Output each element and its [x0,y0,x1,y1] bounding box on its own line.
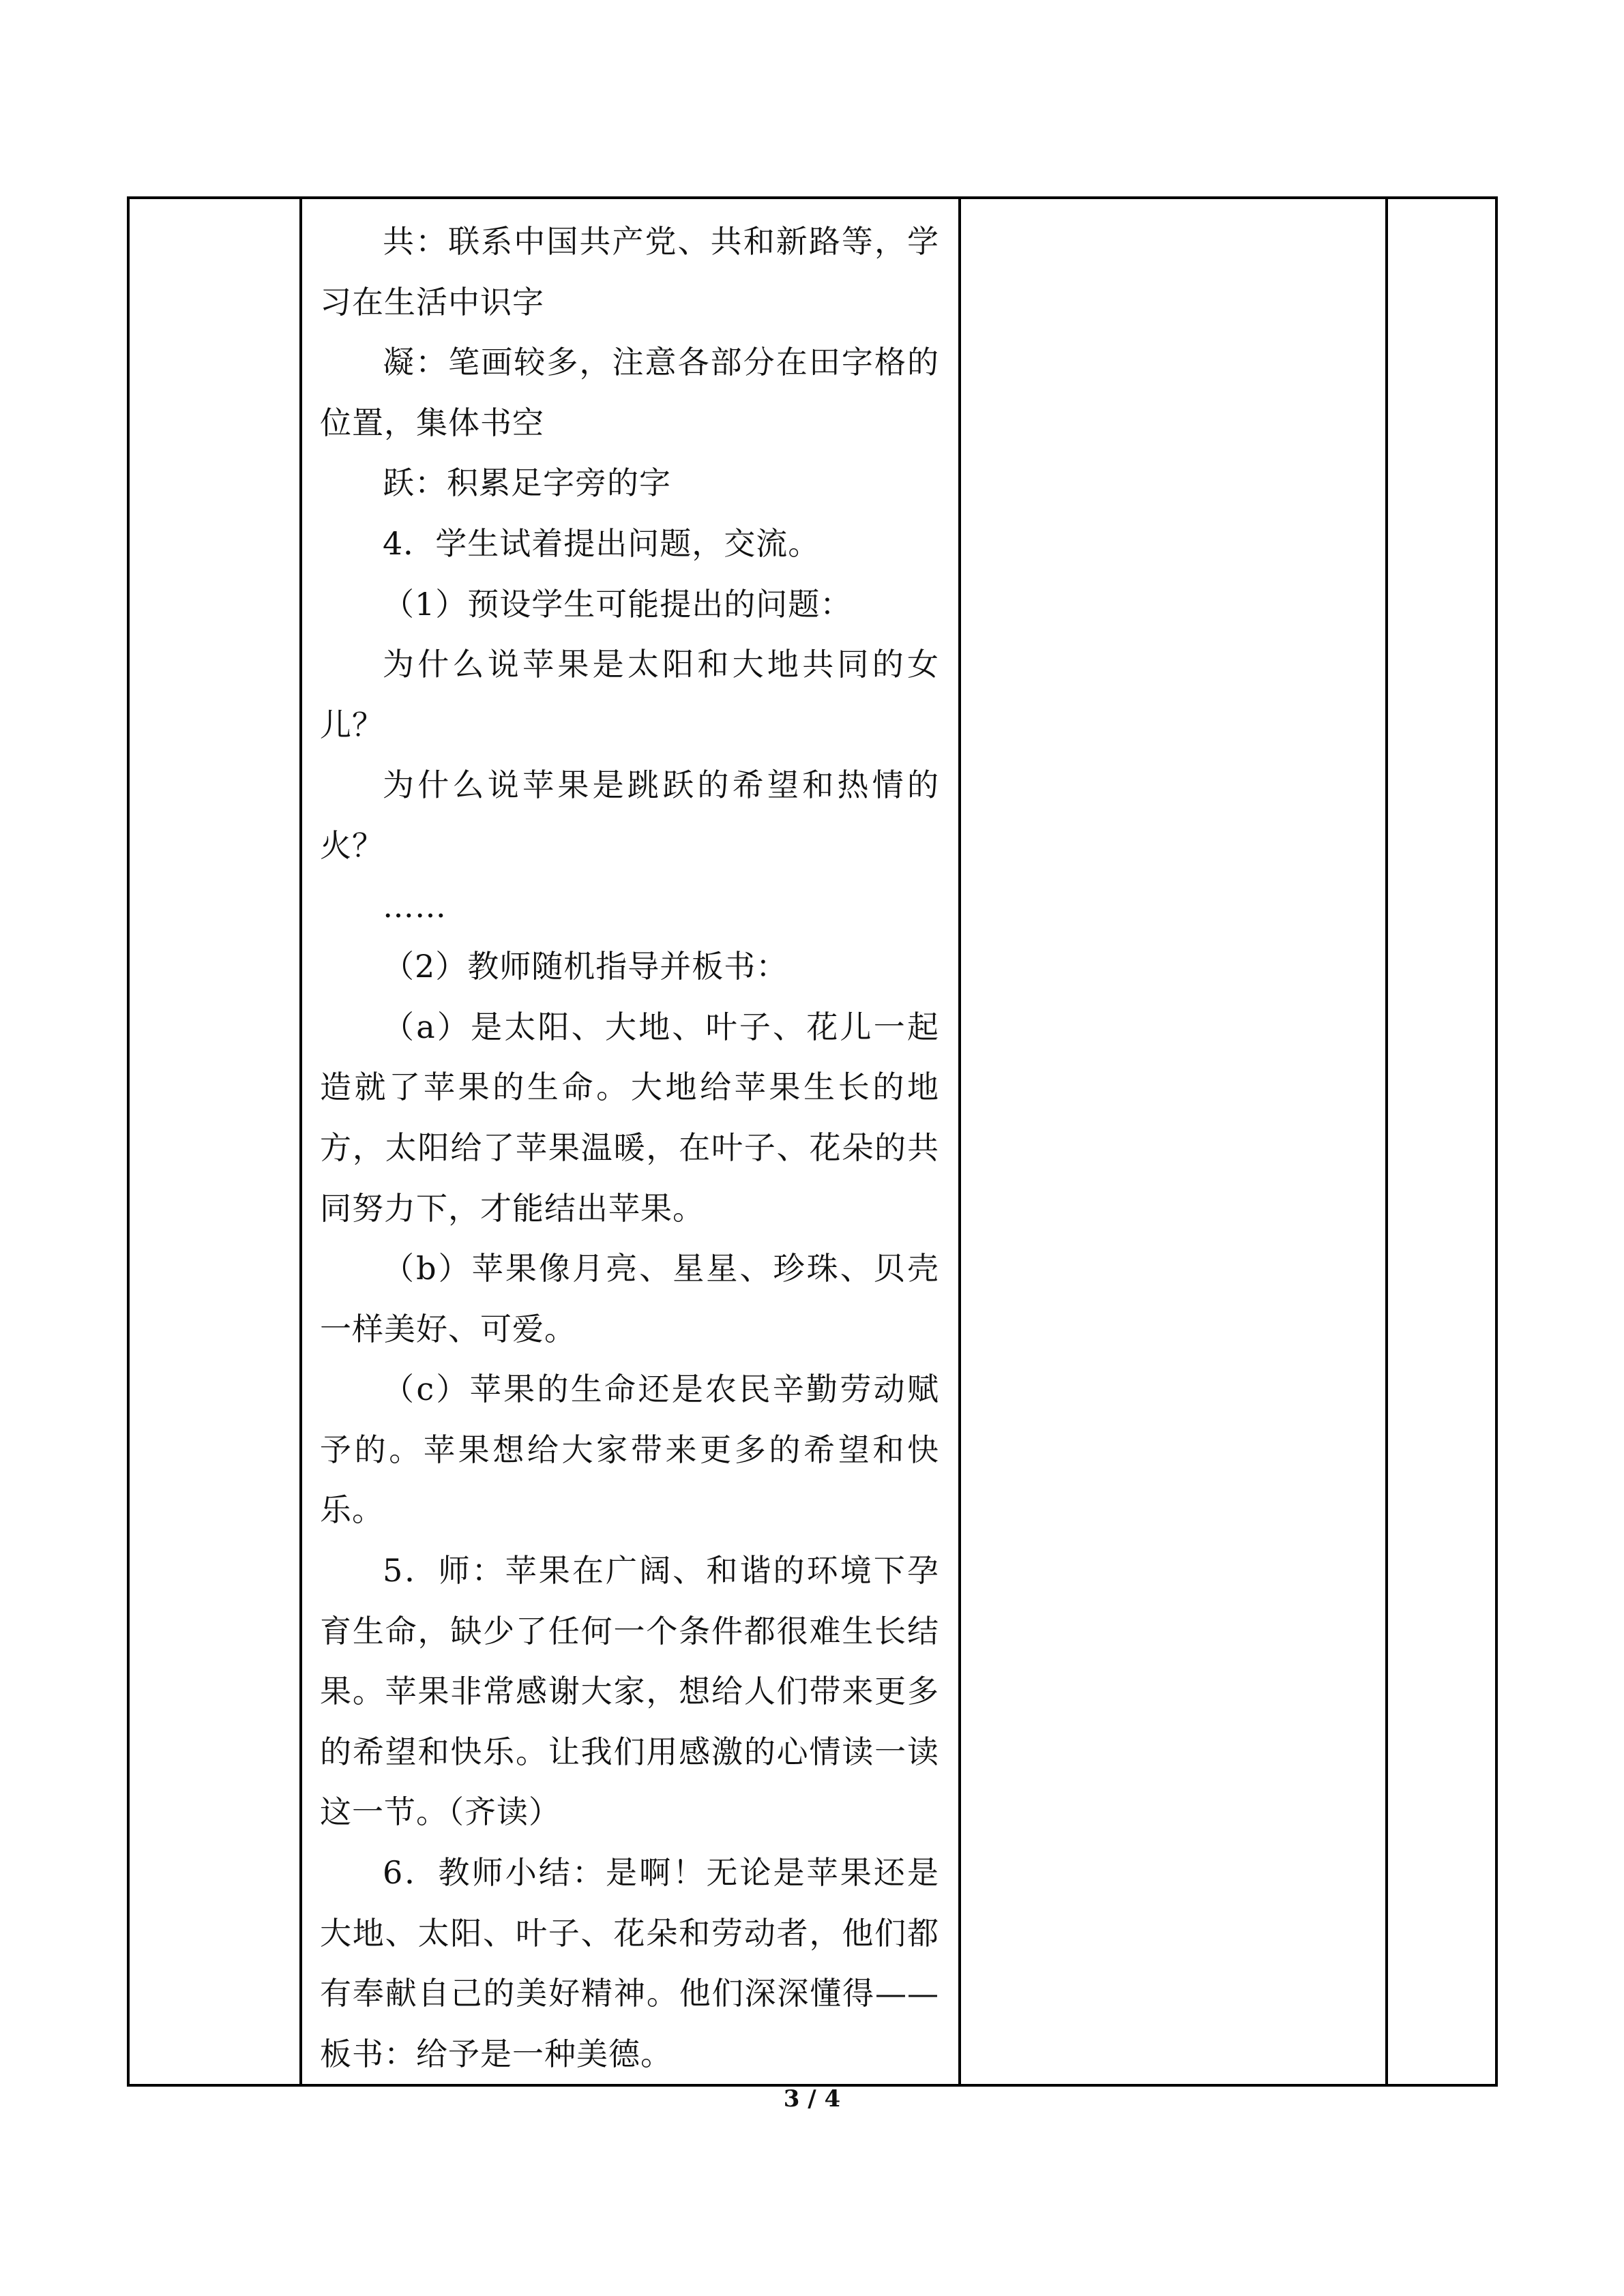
paragraph-ellipsis: …… [383,887,447,925]
paragraph-yue-character: 跃：积累足字旁的字 [383,464,671,502]
paragraph-question-1: 为什么说苹果是太阳和大地共同的女儿？ [320,646,939,743]
paragraph-point-a: （a）是太阳、大地、叶子、花儿一起造就了苹果的生命。大地给苹果生长的地方，太阳给了苹果温暖，在叶子、花朵的共同努力下，才能结出苹果。 [320,1008,939,1227]
left-column-cell [128,198,301,2085]
table-row [128,198,1496,2085]
teaching-process-cell [301,198,960,2085]
page-number: 3 / 4 [783,2085,841,2113]
paragraph-point-b: （b）苹果像月亮、星星、珍珠、贝壳一样美好、可爱。 [320,1250,939,1347]
paragraph-step-6: 6．教师小结：是啊！无论是苹果还是大地、太阳、叶子、花朵和劳动者，他们都有奉献自己的美好精神。他们深深懂得——板书：给予是一种美德。 [320,1854,939,2072]
paragraph-point-c: （c）苹果的生命还是农民辛勤劳动赋予的。苹果想给大家带来更多的希望和快乐。 [320,1371,939,1529]
lesson-plan-table [127,196,1498,2087]
paragraph-board-guidance: （2）教师随机指导并板书： [383,948,788,985]
paragraph-step-5: 5．师：苹果在广阔、和谐的环境下孕育生命，缺少了任何一个条件都很难生长结果。苹果非常感谢大家，想给人们带来更多的希望和快乐。让我们用感激的心情读一读这一节。（齐读） [320,1552,939,1831]
paragraph-ning-character: 凝：笔画较多，注意各部分在田字格的位置，集体书空 [320,344,939,441]
right-column-cell [1387,198,1496,2085]
paragraph-question-2: 为什么说苹果是跳跃的希望和热情的火？ [320,766,939,864]
paragraph-list [320,199,939,2084]
third-column-cell [960,198,1387,2085]
paragraph-preset-questions: （1）预设学生可能提出的问题： [383,585,853,623]
paragraph-gong-character: 共：联系中国共产党、共和新路等，学习在生活中识字 [320,223,939,320]
paragraph-step-4: 4．学生试着提出问题，交流。 [383,524,821,562]
